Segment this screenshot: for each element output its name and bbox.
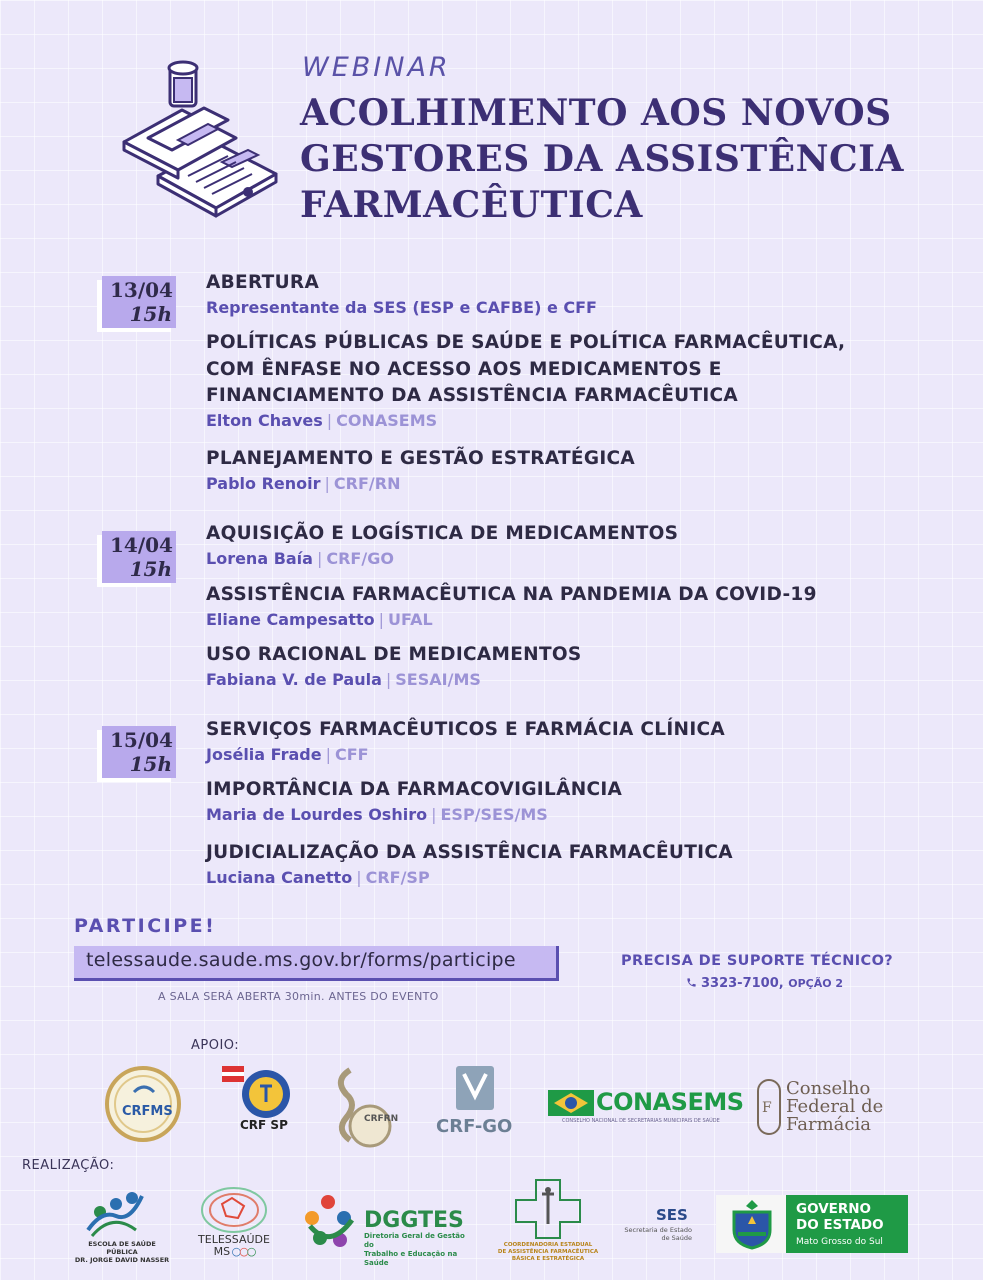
session-title: JUDICIALIZAÇÃO DA ASSISTÊNCIA FARMACÊUTICA — [206, 842, 733, 863]
date-badge — [102, 276, 176, 328]
speaker-org: UFAL — [388, 609, 433, 629]
speaker-name: Elton Chaves — [206, 410, 323, 430]
crfms-text: CRFMS — [122, 1104, 173, 1119]
session-title: ABERTURA — [206, 272, 320, 293]
speaker-name: Luciana Canetto — [206, 867, 353, 887]
cff-line: Federal de — [786, 1096, 884, 1117]
telessaude-text — [196, 1234, 272, 1258]
title-line: FARMACÊUTICA — [300, 184, 643, 226]
phone-icon — [686, 977, 697, 988]
rings-icon: ○○○ — [230, 1245, 255, 1258]
ses-subline: Secretaria de Estado — [624, 1226, 692, 1234]
conasems-subtext: CONSELHO NACIONAL DE SECRETARIAS MUNICIPAIS DE SAÚDE — [562, 1118, 720, 1124]
speaker-org: CRF/SP — [365, 867, 430, 887]
time-label: 15h — [129, 302, 172, 326]
session-speaker: Eliane Campesatto | UFAL — [206, 609, 433, 629]
title-line: GESTORES DA ASSISTÊNCIA — [300, 138, 904, 180]
support-question: PRECISA DE SUPORTE TÉCNICO? — [621, 953, 894, 969]
esp-line: DR. JORGE DAVID NASSER — [74, 1256, 170, 1264]
crfrn-logo — [326, 1064, 406, 1148]
session-title: AQUISIÇÃO E LOGÍSTICA DE MEDICAMENTOS — [206, 523, 679, 544]
esp-line: ESCOLA DE SAÚDE PÚBLICA — [88, 1240, 156, 1256]
ses-text: SES — [656, 1206, 688, 1224]
session-item — [206, 840, 926, 889]
dggtes-subline: Diretoria Geral de Gestão do — [364, 1232, 465, 1249]
crfms-logo — [104, 1064, 182, 1144]
esp-text — [74, 1240, 170, 1264]
date-label: 13/04 — [110, 278, 173, 302]
phone-number: 3323-7100, — [701, 976, 784, 991]
cff-text — [786, 1080, 883, 1134]
phone-option: OPÇÃO 2 — [788, 977, 844, 990]
speaker-org: CFF — [334, 744, 369, 764]
cafbe-line: DE ASSISTÊNCIA FARMACÊUTICA — [497, 1249, 599, 1255]
date-badge — [102, 726, 176, 778]
time-label: 15h — [129, 752, 172, 776]
cafbe-logo — [496, 1178, 600, 1268]
speaker-name: Fabiana V. de Paula — [206, 669, 382, 689]
apoio-label: APOIO: — [191, 1038, 240, 1053]
session-speaker: Lorena Baía | CRF/GO — [206, 548, 394, 568]
speaker-name: Lorena Baía — [206, 548, 313, 568]
session-title: PLANEJAMENTO E GESTÃO ESTRATÉGICA — [206, 448, 636, 469]
session-item — [206, 642, 926, 691]
room-note: A SALA SERÁ ABERTA 30min. ANTES DO EVENTO — [158, 990, 439, 1003]
speaker-org: CRF/RN — [333, 473, 401, 493]
session-title: USO RACIONAL DE MEDICAMENTOS — [206, 644, 582, 665]
realizacao-label: REALIZAÇÃO: — [22, 1158, 115, 1173]
participe-heading: PARTICIPE! — [74, 915, 217, 937]
ses-logo — [622, 1206, 694, 1246]
conasems-text: CONASEMS — [596, 1088, 744, 1116]
telessaude-logo — [196, 1186, 272, 1266]
session-item — [206, 330, 926, 432]
esp-logo — [72, 1186, 172, 1262]
speaker-org: SESAI/MS — [395, 669, 481, 689]
support-phone — [686, 976, 843, 991]
cafbe-text — [496, 1242, 600, 1263]
session-item — [206, 270, 926, 319]
conasems-logo — [548, 1088, 744, 1128]
ses-subtext — [622, 1226, 692, 1242]
cff-line: Conselho — [786, 1078, 871, 1099]
session-item — [206, 777, 926, 826]
session-item — [206, 446, 926, 495]
session-speaker — [206, 297, 926, 319]
dggtes-subtext — [364, 1232, 470, 1268]
session-title: ASSISTÊNCIA FARMACÊUTICA NA PANDEMIA DA COVID-19 — [206, 584, 817, 605]
registration-link[interactable] — [74, 946, 559, 981]
dggtes-text: DGGTES — [364, 1208, 464, 1233]
gov-text — [796, 1201, 884, 1233]
dggtes-logo — [298, 1192, 470, 1267]
speaker-name: Josélia Frade — [206, 744, 322, 764]
coat-of-arms-icon — [724, 1198, 780, 1250]
registration-url[interactable]: telessaude.saude.ms.gov.br/forms/participe — [86, 949, 516, 971]
webinar-eyebrow: WEBINAR — [302, 52, 451, 83]
session-speaker: Fabiana V. de Paula | SESAI/MS — [206, 669, 481, 689]
session-title: SERVIÇOS FARMACÊUTICOS E FARMÁCIA CLÍNICA — [206, 719, 725, 740]
time-label: 15h — [129, 557, 172, 581]
telessaude-line: MS — [213, 1245, 231, 1258]
title-line: ACOLHIMENTO AOS NOVOS — [300, 92, 892, 134]
crfgo-logo — [436, 1066, 516, 1148]
session-title: POLÍTICAS PÚBLICAS DE SAÚDE E POLÍTICA FARMACÊUTICA, COM ÊNFASE NO ACESSO AOS MEDICAMENTOS E FINANCIAMENTO DA ASSISTÊNCIA FARMACÊUTICA — [206, 332, 846, 406]
cff-line: Farmácia — [786, 1114, 871, 1135]
gov-line: GOVERNO — [796, 1201, 872, 1217]
speaker-org: ESP/SES/MS — [440, 804, 548, 824]
svg-text:F: F — [762, 1100, 772, 1116]
cff-logo — [756, 1078, 886, 1138]
session-title: IMPORTÂNCIA DA FARMACOVIGILÂNCIA — [206, 779, 623, 800]
speaker-org: CONASEMS — [336, 410, 438, 430]
gov-line: DO ESTADO — [796, 1217, 884, 1233]
session-speaker: Maria de Lourdes Oshiro | ESP/SES/MS — [206, 804, 548, 824]
dggtes-subline: Trabalho e Educação na Saúde — [364, 1250, 458, 1267]
speaker-name: Representante da SES (ESP e CAFBE) e CFF — [206, 297, 597, 317]
date-label: 15/04 — [110, 728, 173, 752]
cafbe-line: COORDENADORIA ESTADUAL — [503, 1242, 593, 1248]
speaker-org: CRF/GO — [326, 548, 394, 568]
session-item — [206, 582, 926, 631]
speaker-name: Eliane Campesatto — [206, 609, 375, 629]
crfsp-logo — [222, 1066, 292, 1148]
page-title — [300, 90, 940, 228]
speaker-name: Pablo Renoir — [206, 473, 321, 493]
session-speaker: Pablo Renoir | CRF/RN — [206, 473, 401, 493]
cafbe-line: BÁSICA E ESTRATÉGICA — [511, 1256, 585, 1262]
date-badge — [102, 531, 176, 583]
telessaude-line: TELESSAÚDE — [198, 1233, 270, 1246]
session-item — [206, 717, 926, 766]
ses-subline: de Saúde — [661, 1234, 692, 1242]
session-speaker: Josélia Frade | CFF — [206, 744, 369, 764]
pharmacy-illustration — [118, 58, 280, 218]
session-speaker: Luciana Canetto | CRF/SP — [206, 867, 430, 887]
crfsp-text: CRF SP — [240, 1118, 288, 1132]
session-speaker: Elton Chaves | CONASEMS — [206, 410, 438, 430]
speaker-name: Maria de Lourdes Oshiro — [206, 804, 428, 824]
date-label: 14/04 — [110, 533, 173, 557]
gov-ms-logo — [716, 1195, 908, 1253]
session-item — [206, 521, 926, 570]
gov-subtext: Mato Grosso do Sul — [796, 1237, 883, 1247]
crfgo-text: CRF-GO — [436, 1116, 513, 1137]
crfrn-text: CRFRN — [364, 1114, 399, 1124]
